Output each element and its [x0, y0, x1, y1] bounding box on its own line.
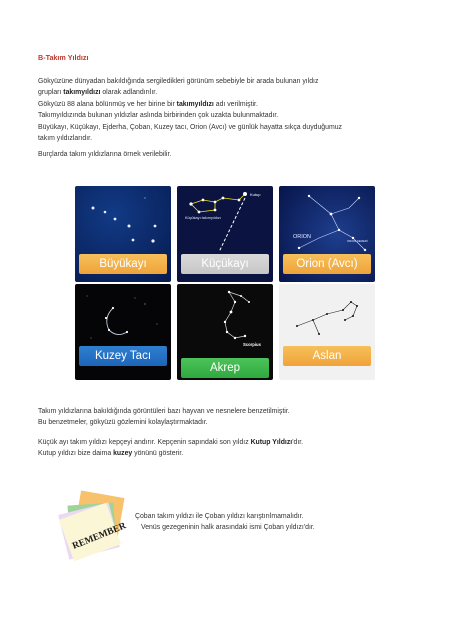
- intro-line: Takımyıldızında bulunan yıldızlar aslında birbirinden çok uzakta bulunmaktadır.: [38, 112, 279, 120]
- constellation-label: Akrep: [181, 358, 269, 378]
- intro-line: Gökyüzüne dünyadan bakıldığında sergiledikleri görünüm sebebiyle bir arada bulunan yıldız: [38, 78, 319, 85]
- tile-kucukayi: [177, 186, 273, 282]
- inner-label: Scorpius: [243, 342, 261, 347]
- body-line: Bu benzetmeler, gökyüzü gözlemini kolaylaştırmaktadır.: [38, 419, 208, 427]
- inner-label: ORION: [293, 234, 312, 240]
- constellation-label: Büyükayı: [79, 254, 167, 274]
- constellation-grid: [75, 186, 375, 382]
- intro-line: grupları takımyıldızı olarak adlandırılır.: [38, 89, 158, 97]
- tile-aslan: [279, 284, 375, 380]
- section-heading: B-Takım Yıldızı: [38, 53, 89, 62]
- star-label: ORION KEMERİ: [347, 239, 368, 243]
- tile-akrep: [177, 284, 273, 380]
- star-label: Kutup: [250, 192, 261, 197]
- body-line: Küçük ayı takım yıldızı kepçeyi andırır. Kepçenin sapındaki son yıldız Kutup Yıldızı'dır.: [38, 438, 304, 446]
- sticky-notes-icon: [57, 490, 129, 562]
- constellation-label: Küçükayı: [181, 254, 269, 274]
- intro-line: takım yıldızlarıdır.: [38, 135, 92, 143]
- remember-line: Venüs gezegeninin halk arasındaki ismi Çoban yıldızı'dır.: [141, 524, 315, 532]
- body-line: Kutup yıldızı bize daima kuzey yönünü gösterir.: [38, 450, 184, 458]
- remember-line: Çoban takım yıldızı ile Çoban yıldızı karıştırılmamalıdır.: [135, 513, 304, 520]
- remember-paragraph: [135, 511, 425, 534]
- intro-line: Büyükayı, Küçükayı, Ejderha, Çoban, Kuzey tacı, Orion (Avcı) ve günlük hayatta sıkça duyduğumuz: [38, 123, 342, 131]
- tile-orion: [279, 186, 375, 282]
- constellation-label: Orion (Avcı): [283, 254, 371, 274]
- body-line: Takım yıldızlarına bakıldığında görüntüleri bazı hayvan ve nesnelere benzetilmiştir.: [38, 408, 290, 415]
- constellation-label: Aslan: [283, 346, 371, 366]
- remember-sticker: [57, 490, 129, 562]
- body-paragraph: [38, 406, 418, 460]
- intro-line: Gökyüzü 88 alana bölünmüş ve her birine bir takımyıldızı adı verilmiştir.: [38, 100, 258, 108]
- tile-buyukayi: [75, 186, 171, 282]
- intro-paragraph: [38, 76, 418, 161]
- inner-label: Küçükayı takımyıldızı: [185, 216, 221, 220]
- tile-kuzey-taci: [75, 284, 171, 380]
- remember-text: REMEMBER: [71, 521, 128, 552]
- constellation-label: Kuzey Tacı: [79, 346, 167, 366]
- intro-line: Burçlarda takım yıldızlarına örnek verilebilir.: [38, 151, 172, 159]
